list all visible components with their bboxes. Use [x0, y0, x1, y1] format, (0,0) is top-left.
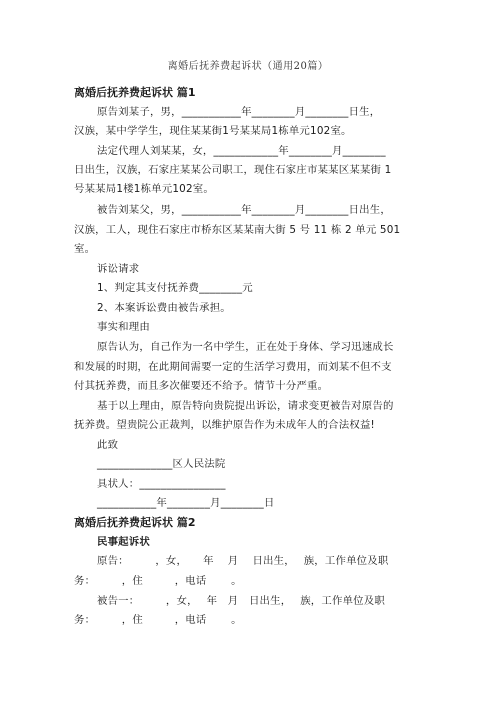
section-heading-2: 离婚后抚养费起诉状 篇2 — [74, 516, 196, 529]
paragraph-line: 日出生，汉族，石家庄某某公司职工，现住石家庄市某某区某某街 1 — [74, 164, 392, 176]
paragraph-line: 被告刘某父，男，___________年________月________日出生， — [97, 204, 391, 216]
paragraph-line: 被告一： ，女， 年 月 日出生， 族，工作单位及职 — [97, 595, 385, 607]
paragraph-line: 务： ，住 ，电话 。 — [74, 614, 242, 626]
paragraph-line: 抚养费。望贵院公正裁判，以维护原告作为未成年人的合法权益! — [74, 419, 375, 431]
paragraph-line: 号某某局1楼1栋单元102室。 — [74, 183, 214, 195]
section-heading-1: 离婚后抚养费起诉状 篇1 — [74, 86, 196, 99]
paragraph-line: 原告： ，女， 年 月 日出生， 族，工作单位及职 — [97, 555, 389, 567]
paragraph-line: 汉族，某中学学生，现住某某街1号某某局1栋单元102室。 — [74, 125, 352, 137]
paragraph-line: 汉族，工人，现住石家庄市桥东区某某南大街 5 号 11 栋 2 单元 501 — [74, 224, 401, 236]
paragraph-line: 和发展的时期，在此期间需要一定的生活学习费用，而刘某不但不支 — [74, 361, 392, 373]
paragraph-line: 原告认为，自己作为一名中学生，正在处于身体、学习迅速成长 — [97, 341, 394, 353]
court-name-line: ______________区人民法院 — [97, 458, 226, 470]
paragraph-line: 基于以上理由，原告特向贵院提出诉讼，请求变更被告对原告的 — [97, 400, 394, 412]
date-line: ___________年________月________日 — [97, 497, 275, 509]
facts-heading: 事实和理由 — [97, 321, 150, 333]
claim-item: 2、本案诉讼费由被告承担。 — [97, 302, 231, 314]
paragraph-line: 务： ，住 ，电话 。 — [74, 575, 242, 587]
paragraph-line: 付其抚养费，而且多次催要还不给予。情节十分严重。 — [74, 380, 329, 392]
signature-line: 具状人：________________ — [97, 478, 226, 490]
claims-heading: 诉讼请求 — [97, 263, 140, 275]
paragraph-line: 原告刘某子，男，___________年________月________日生， — [97, 106, 381, 118]
subheading: 民事起诉状 — [97, 536, 150, 548]
document-title: 离婚后抚养费起诉状（通用20篇） — [167, 61, 329, 72]
closing-salutation: 此致 — [97, 439, 119, 451]
paragraph-line: 室。 — [74, 243, 96, 255]
paragraph-line: 法定代理人刘某某，女，____________年________月________ — [97, 145, 386, 157]
claim-item: 1、判定其支付抚养费________元 — [97, 282, 253, 294]
